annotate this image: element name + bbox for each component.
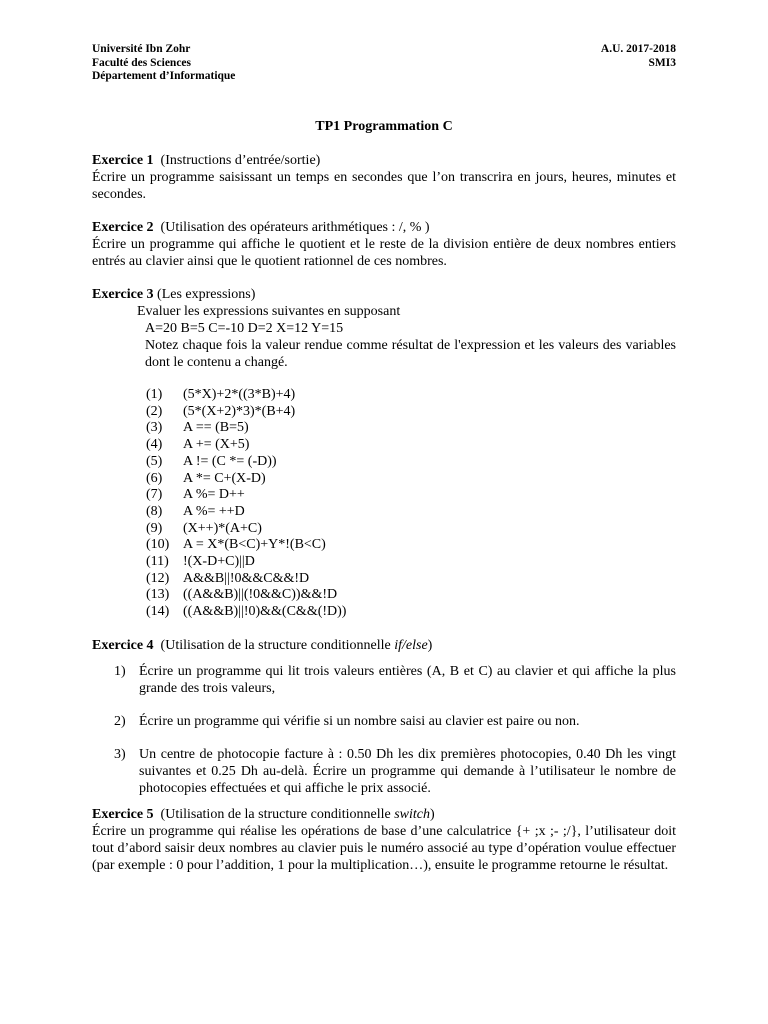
exercise-1-label: Exercice 1 bbox=[92, 153, 154, 168]
expression-number: (13) bbox=[146, 587, 170, 603]
header-year-block bbox=[601, 43, 676, 70]
expression-text: A += (X+5) bbox=[183, 437, 250, 453]
exercise-1-subtitle: (Instructions d’entrée/sortie) bbox=[160, 153, 321, 168]
expression-number: (4) bbox=[146, 437, 163, 453]
exercise-5-text: Écrire un programme qui réalise les opérations de base d’une calculatrice {+ ;x ;- ;/}, l’utilisateur doit tout d’abord saisir deux nombres au clavier puis le numéro associé au type d’opération voulue effectuer (par exemple : 0 pour l’addition, 1 pour la multiplication…), ensuite le programme retourne le résultat. bbox=[92, 823, 676, 873]
expression-text: A = X*(B<C)+Y*!(B<C) bbox=[183, 537, 326, 553]
list-item bbox=[114, 746, 676, 797]
exercise-5-heading bbox=[92, 806, 676, 823]
list-item-text: Écrire un programme qui lit trois valeurs entières (A, B et C) au clavier et qui affiche la plus grande des trois valeurs, bbox=[139, 663, 676, 696]
expression-item bbox=[146, 454, 676, 471]
exercise-3-subtitle: (Les expressions) bbox=[157, 287, 256, 302]
exercise-5-label: Exercice 5 bbox=[92, 806, 154, 822]
expression-text: (5*X)+2*((3*B)+4) bbox=[183, 387, 296, 402]
expression-number: (5) bbox=[146, 453, 163, 469]
expression-number: (11) bbox=[146, 554, 169, 570]
list-item-number: 2) bbox=[114, 713, 126, 729]
document-body bbox=[92, 152, 676, 874]
expression-number: (3) bbox=[146, 420, 163, 436]
expression-number: (12) bbox=[146, 570, 170, 586]
expression-item bbox=[146, 537, 676, 554]
expression-item bbox=[146, 604, 676, 621]
expression-item bbox=[146, 504, 676, 521]
expression-number: (8) bbox=[146, 503, 163, 519]
header-academic-year: A.U. 2017-2018 bbox=[600, 43, 676, 55]
expression-text: A %= ++D bbox=[183, 503, 245, 519]
exercise-4-heading bbox=[92, 637, 676, 654]
exercise-4-list bbox=[92, 663, 676, 797]
expression-item bbox=[146, 387, 676, 404]
list-item-text: Un centre de photocopie facture à : 0.50 Dh les dix premières photocopies, 0.40 Dh les vingt suivantes et 0.25 Dh au-delà. Écrire un programme qui demande à l’utilisateur le nombre de photocopies effectuées et qui affiche le prix associé. bbox=[139, 746, 676, 796]
exercise-2-label: Exercice 2 bbox=[92, 220, 154, 235]
exercise-3-values: A=20 B=5 C=-10 D=2 X=12 Y=15 bbox=[145, 321, 344, 336]
page-title: TP1 Programmation C bbox=[315, 119, 453, 134]
expression-text: A&&B||!0&&C&&!D bbox=[183, 570, 310, 586]
expression-text: !(X-D+C)||D bbox=[183, 554, 255, 570]
expression-number: (1) bbox=[146, 387, 163, 402]
list-item bbox=[114, 713, 676, 730]
header-institution bbox=[92, 43, 235, 84]
header-class: SMI3 bbox=[648, 56, 676, 69]
exercise-1 bbox=[92, 152, 676, 203]
expression-item bbox=[146, 571, 676, 588]
exercise-5 bbox=[92, 806, 676, 874]
expression-item bbox=[146, 521, 676, 538]
expression-text: A != (C *= (-D)) bbox=[183, 453, 277, 469]
expression-text: ((A&&B)||!0)&&(C&&(!D)) bbox=[183, 604, 347, 620]
expression-item bbox=[146, 420, 676, 437]
expression-text: (5*(X+2)*3)*(B+4) bbox=[183, 403, 296, 419]
exercise-3-note: Notez chaque fois la valeur rendue comme résultat de l'expression et les valeurs des variables dont le contenu a changé. bbox=[145, 338, 676, 370]
expression-item bbox=[146, 587, 676, 604]
exercise-3 bbox=[92, 286, 676, 621]
exercise-3-label: Exercice 3 bbox=[92, 287, 154, 302]
expression-item bbox=[146, 471, 676, 488]
exercise-1-text: Écrire un programme saisissant un temps en secondes que l’on transcrira en jours, heures, minutes et secondes. bbox=[92, 170, 676, 202]
list-item-number: 1) bbox=[114, 663, 126, 679]
header-department: Département d’Informatique bbox=[92, 70, 236, 82]
exercise-2-subtitle: (Utilisation des opérateurs arithmétiques : /, % ) bbox=[160, 220, 430, 235]
expression-text: A == (B=5) bbox=[183, 420, 249, 436]
exercise-3-instruction: Evaluer les expressions suivantes en supposant bbox=[137, 304, 401, 319]
exercise-3-heading bbox=[92, 286, 676, 303]
expression-item bbox=[146, 487, 676, 504]
expression-text: (X++)*(A+C) bbox=[183, 520, 262, 536]
expression-text: A %= D++ bbox=[183, 487, 245, 503]
list-item-text: Écrire un programme qui vérifie si un nombre saisi au clavier est paire ou non. bbox=[139, 713, 580, 729]
exercise-5-subtitle-keyword: switch bbox=[394, 806, 430, 822]
exercise-2-heading bbox=[92, 219, 676, 236]
expression-number: (9) bbox=[146, 520, 163, 536]
expression-number: (2) bbox=[146, 403, 163, 419]
exercise-4-subtitle-keyword: if/else bbox=[394, 637, 428, 653]
expression-item bbox=[146, 437, 676, 454]
exercise-4-label: Exercice 4 bbox=[92, 637, 154, 653]
list-item bbox=[114, 663, 676, 697]
exercise-4-subtitle: (Utilisation de la structure conditionnelle if/else) bbox=[160, 637, 433, 653]
header-faculty: Faculté des Sciences bbox=[92, 56, 192, 69]
expression-list bbox=[92, 387, 676, 621]
expression-item bbox=[146, 404, 676, 421]
exercise-2-text: Écrire un programme qui affiche le quotient et le reste de la division entière de deux nombres entiers entrés au clavier ainsi que le quotient rationnel de ces nombres. bbox=[92, 237, 676, 269]
exercise-5-subtitle: (Utilisation de la structure conditionnelle switch) bbox=[160, 806, 435, 822]
expression-text: A *= C+(X-D) bbox=[183, 470, 266, 486]
expression-number: (14) bbox=[146, 604, 170, 620]
expression-number: (7) bbox=[146, 487, 163, 503]
exercise-2 bbox=[92, 219, 676, 270]
exercise-1-heading bbox=[92, 152, 676, 169]
expression-text: ((A&&B)||(!0&&C))&&!D bbox=[183, 587, 338, 603]
expression-number: (6) bbox=[146, 470, 163, 486]
expression-item bbox=[146, 554, 676, 571]
expression-number: (10) bbox=[146, 537, 170, 553]
header-university: Université Ibn Zohr bbox=[92, 43, 191, 55]
exercise-4 bbox=[92, 637, 676, 797]
list-item-number: 3) bbox=[114, 746, 126, 762]
